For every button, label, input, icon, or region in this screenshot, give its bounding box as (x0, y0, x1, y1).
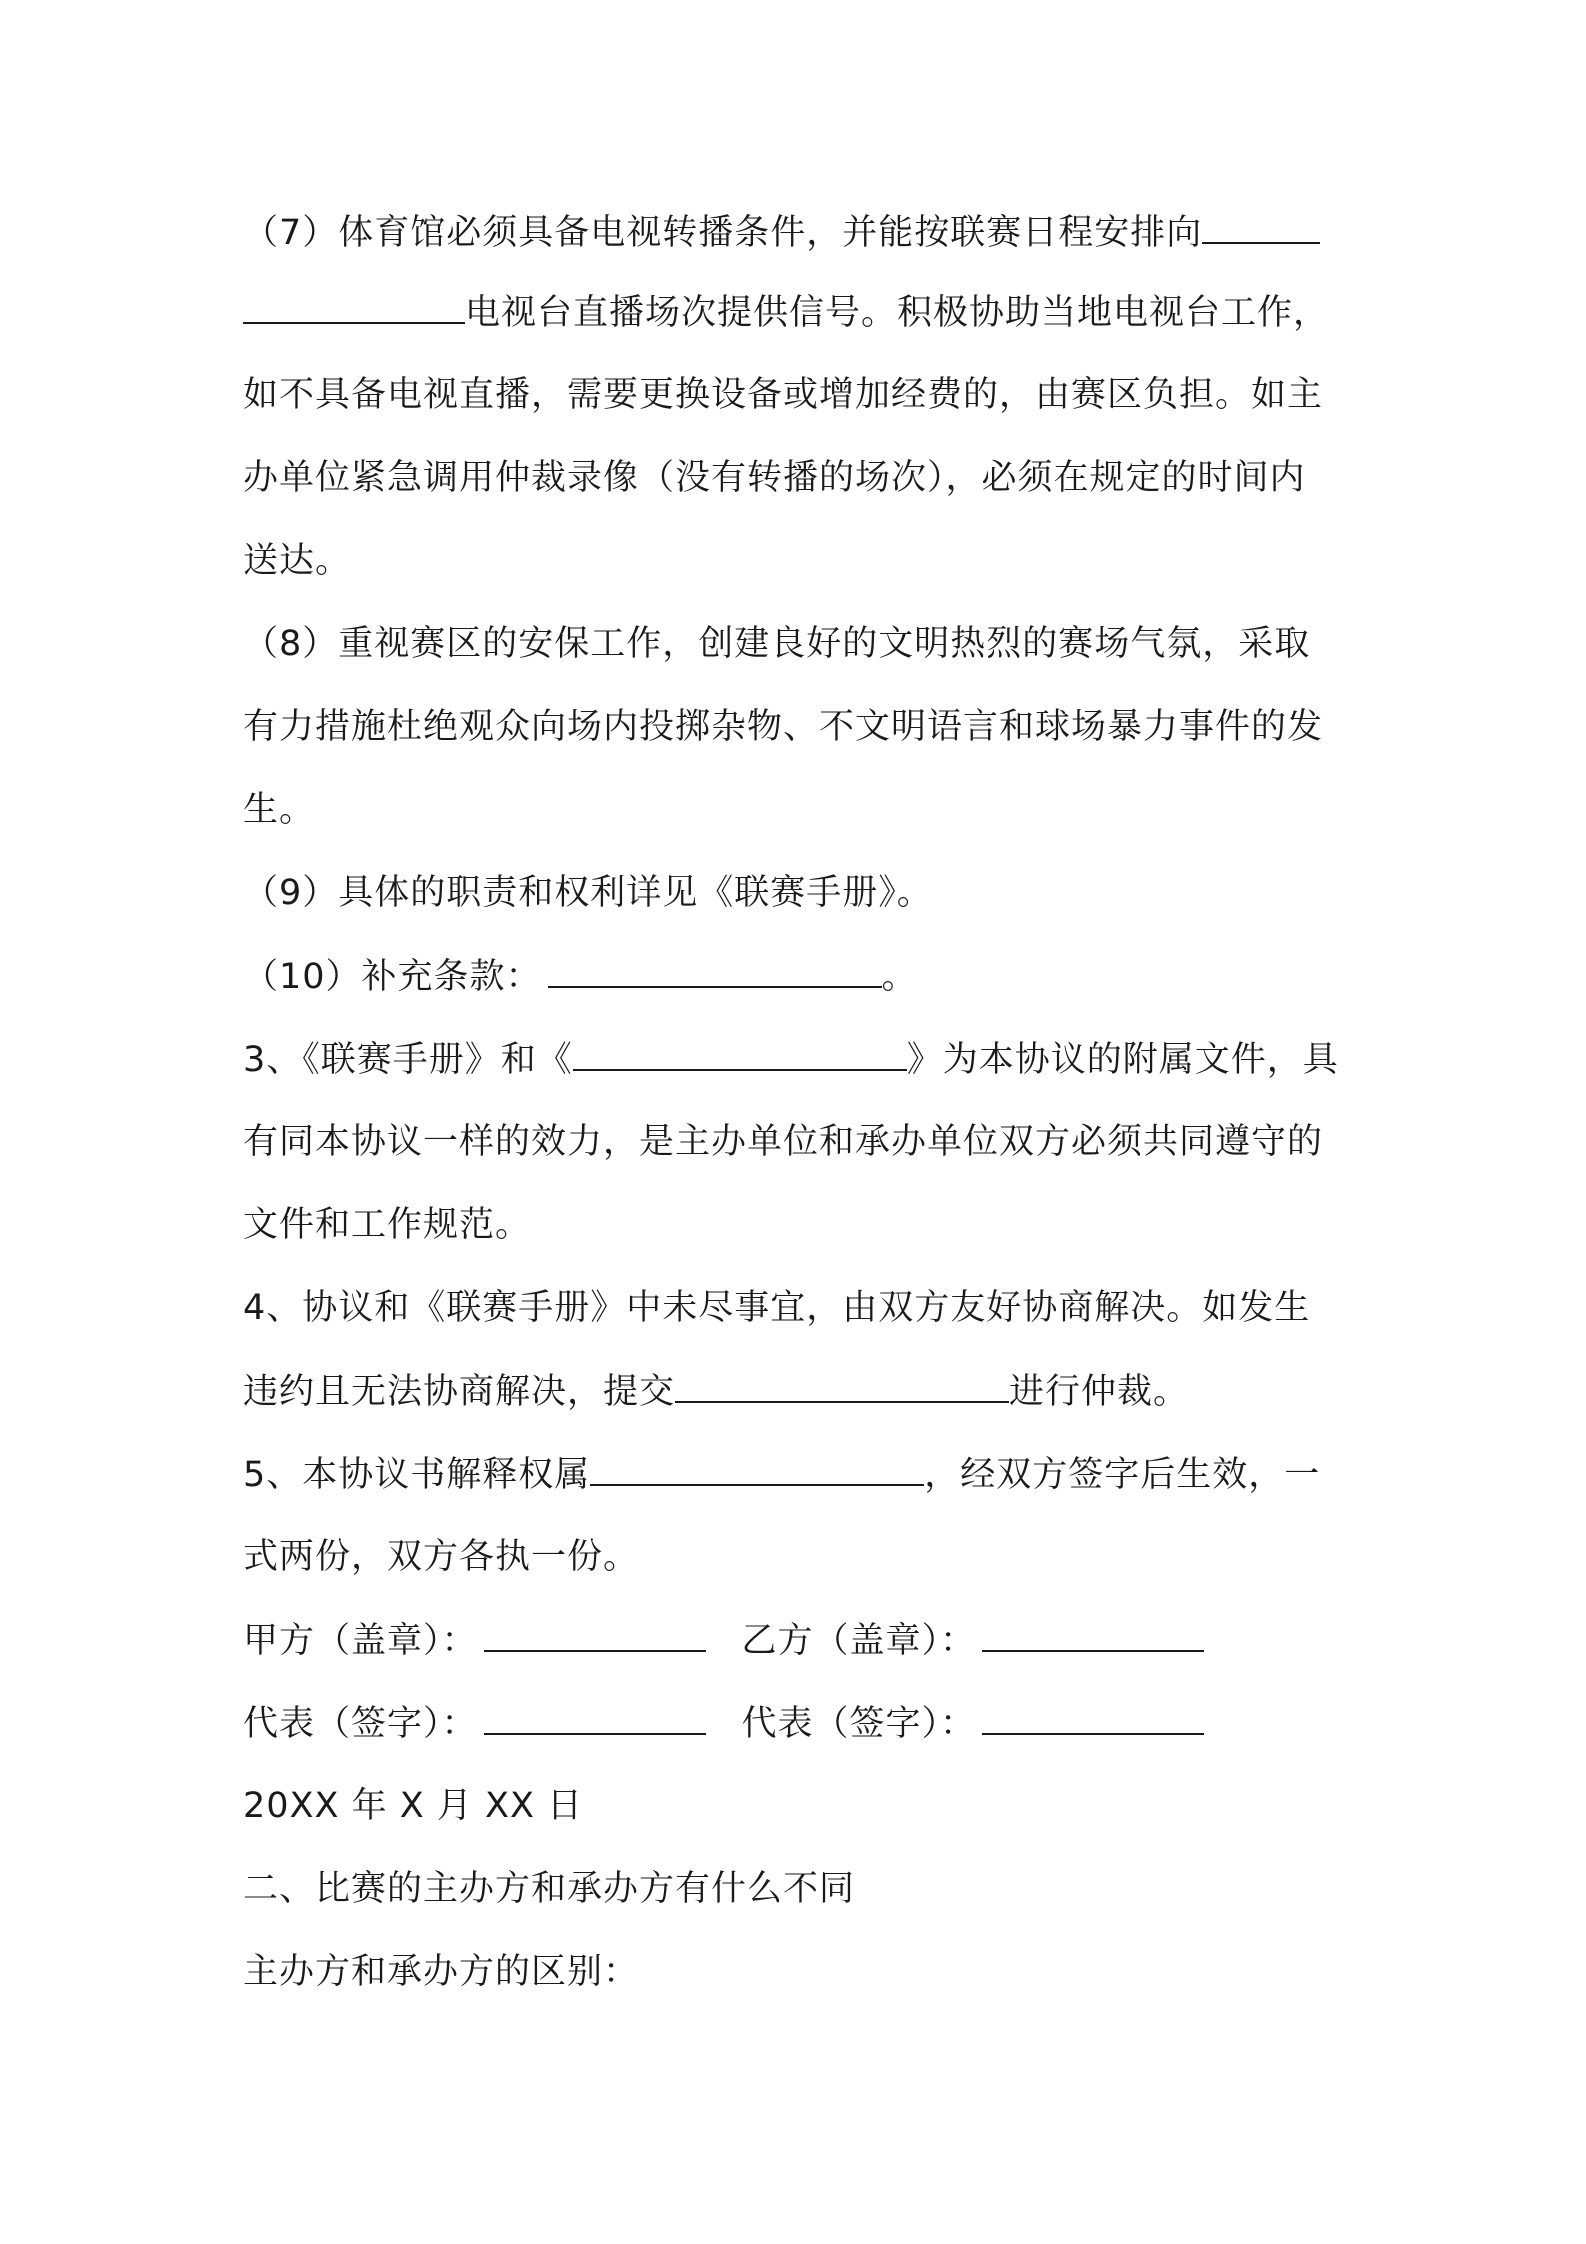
party-a-seal-label: 甲方（盖章）： (243, 1621, 478, 1661)
rep-b-label: 代表（签字）： (741, 1704, 977, 1744)
party-a-seal-blank (484, 1618, 706, 1652)
clause4-text: 进行仲裁。 (1009, 1372, 1190, 1412)
blank-field (675, 1369, 1009, 1403)
clause5-text: 5、本协议书解释权属 (243, 1455, 591, 1495)
item8-line3: 生。 (243, 790, 316, 830)
clause5-text: ，经双方签字后生效，一 (924, 1455, 1321, 1495)
rep-a-label: 代表（签字）： (243, 1704, 478, 1744)
item7-line4: 办单位紧急调用仲裁录像（没有转播的场次），必须在规定的时间内 (243, 458, 1306, 498)
clause3-line3: 文件和工作规范。 (243, 1205, 532, 1245)
item10-end: 。 (881, 957, 918, 997)
item8-line2: 有力措施杜绝观众向场内投掷杂物、不文明语言和球场暴力事件的发 (243, 707, 1324, 747)
party-b-seal-blank (982, 1618, 1204, 1652)
party-b-seal-label: 乙方（盖章）： (741, 1621, 977, 1661)
signature-row (243, 1701, 1363, 1745)
clause3-text: 3、《联赛手册》和《 (243, 1040, 573, 1080)
item10-label: （10）补充条款： (243, 957, 542, 997)
rep-b-signature-blank (982, 1701, 1204, 1735)
rep-a-signature-blank (484, 1701, 706, 1735)
date-line: 20XX 年 X 月 XX 日 (243, 1786, 584, 1826)
item7-text: （7）体育馆必须具备电视转播条件，并能按联赛日程安排向 (243, 213, 1203, 253)
section2-intro: 主办方和承办方的区别： (243, 1952, 640, 1992)
item7-line5: 送达。 (243, 541, 352, 581)
blank-field (243, 290, 465, 324)
clause3-line1 (243, 1037, 1363, 1081)
clause3-line2: 有同本协议一样的效力，是主办单位和承办单位双方必须共同遵守的 (243, 1122, 1324, 1162)
clause4-line1: 4、协议和《联赛手册》中未尽事宜，由双方友好协商解决。如发生 (243, 1288, 1311, 1328)
blank-field (548, 954, 882, 988)
item9-line: （9）具体的职责和权利详见《联赛手册》。 (243, 873, 933, 913)
seal-row (243, 1618, 1363, 1662)
item7-line3: 如不具备电视直播，需要更换设备或增加经费的，由赛区负担。如主 (243, 375, 1324, 415)
item7-text: 电视台直播场次提供信号。积极协助当地电视台工作， (465, 293, 1330, 333)
blank-field (590, 1452, 924, 1486)
item7-line1 (243, 210, 1363, 254)
item8-line1: （8）重视赛区的安保工作，创建良好的文明热烈的赛场气氛，采取 (243, 624, 1311, 664)
item10-line (243, 954, 1363, 998)
item7-line2 (243, 290, 1363, 334)
clause5-line1 (243, 1452, 1363, 1496)
clause5-line2: 式两份，双方各执一份。 (243, 1537, 640, 1577)
section2-heading: 二、比赛的主办方和承办方有什么不同 (243, 1869, 856, 1909)
clause3-text: 》为本协议的附属文件，具 (906, 1040, 1339, 1080)
blank-field (573, 1037, 907, 1071)
blank-field (1202, 210, 1320, 244)
clause4-line2 (243, 1369, 1363, 1413)
clause4-text: 违约且无法协商解决，提交 (243, 1372, 676, 1412)
